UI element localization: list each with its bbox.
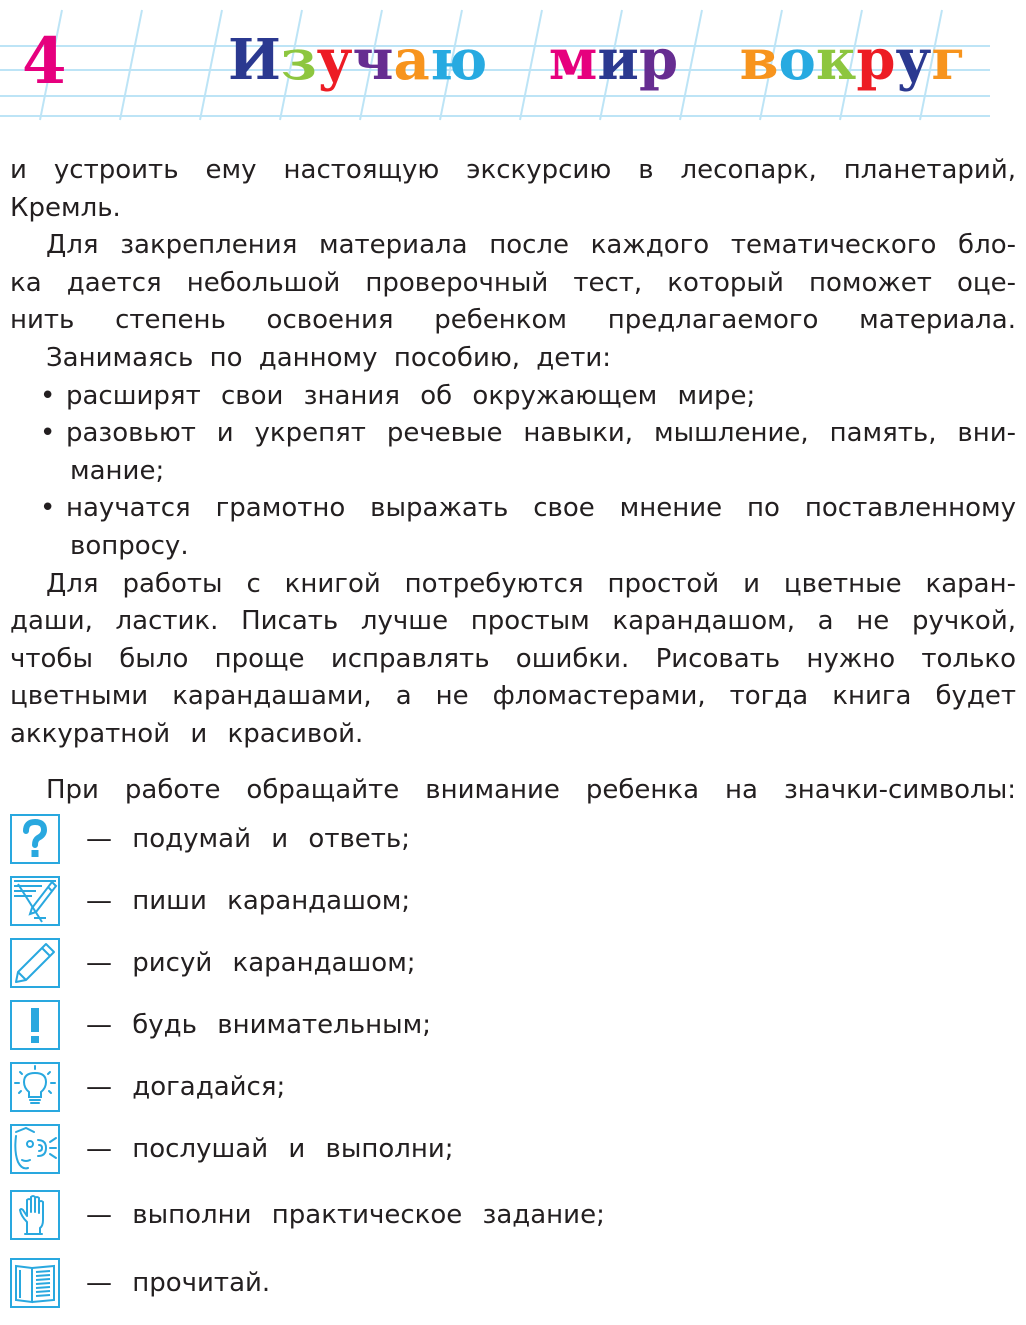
symbol-description: — пиши карандашом; [86, 886, 411, 916]
symbol-row [10, 1000, 1016, 1052]
symbol-description: — будь внимательным; [86, 1010, 432, 1040]
text-line: При работе обращайте внимание ребенка на значки-символы: [46, 774, 1016, 805]
text-line: Занимаясь по данному пособию, дети: [46, 342, 612, 373]
text-line: нить степень освоения ребенком предлагаемого материала. [10, 305, 1016, 336]
list-item-text: вопросу. [70, 530, 189, 561]
title-letter: р [638, 27, 679, 93]
title-letter: з [280, 27, 317, 93]
list-item-text: мание; [70, 455, 165, 486]
page-number: 4 [22, 24, 67, 99]
symbol-description: — догадайся; [86, 1072, 286, 1102]
paragraph-gap [10, 754, 1016, 772]
symbol-row [10, 1124, 1016, 1176]
bullet-icon: • [40, 380, 56, 411]
title-letter: и [597, 27, 639, 93]
exclamation-mark-icon [10, 1000, 60, 1050]
draw-pencil-icon [10, 938, 60, 988]
title-letter: к [815, 27, 857, 93]
light-bulb-icon [10, 1062, 60, 1112]
title-letter: у [316, 27, 353, 93]
title-letter: ю [429, 27, 488, 93]
bullet-icon: • [40, 493, 56, 524]
text-line: Для работы с книгой потребуются простой и цветные каран- [46, 568, 1016, 599]
listening-ear-icon [10, 1124, 60, 1174]
symbol-description: — послушай и выполни; [86, 1134, 454, 1164]
page-header [0, 0, 1026, 125]
text-line: чтобы было проще исправлять ошибки. Рисовать нужно только [10, 643, 1016, 674]
title-word [228, 27, 487, 93]
title-letter: м [548, 27, 598, 93]
list-item-text: разовьют и укрепят речевые навыки, мышление, память, вни- [66, 418, 1016, 449]
text-line: Кремль. [10, 192, 121, 223]
text-line: цветными карандашами, а не фломастерами, тогда книга будет [10, 681, 1016, 712]
symbol-row [10, 876, 1016, 928]
symbol-row [10, 814, 1016, 866]
title-letter: у [895, 27, 932, 93]
question-mark-icon [10, 814, 60, 864]
list-item [10, 415, 1016, 453]
list-item [10, 490, 1016, 528]
symbol-row [10, 1190, 1016, 1242]
symbol-description: — рисуй карандашом; [86, 948, 416, 978]
title-word [740, 27, 966, 93]
text-line: аккуратной и красивой. [10, 718, 364, 749]
title-letter: в [739, 27, 779, 93]
text-line: Для закрепления материала после каждого тематического бло- [46, 230, 1016, 261]
book-icon [10, 1258, 60, 1308]
list-item-text: расширят свои знания об окружающем мире; [66, 380, 756, 411]
text-line: даши, ластик. Писать лучше простым карандашом, а не ручкой, [10, 606, 1016, 637]
symbol-description: — выполни практическое задание; [86, 1200, 605, 1230]
page-title [228, 27, 966, 93]
symbol-row [10, 938, 1016, 990]
list-item [10, 378, 1016, 416]
symbol-description: — прочитай. [86, 1268, 271, 1298]
title-letter: а [393, 27, 430, 93]
symbol-row [10, 1258, 1016, 1310]
hand-icon [10, 1190, 60, 1240]
title-letter: г [931, 27, 966, 93]
title-letter: И [228, 27, 281, 93]
bullet-icon: • [40, 418, 56, 449]
text-line: ка дается небольшой проверочный тест, который поможет оце- [10, 267, 1016, 298]
symbol-description: — подумай и ответь; [86, 824, 411, 854]
title-letter: р [856, 27, 896, 93]
list-item-text: научатся грамотно выражать свое мнение по поставленному [66, 493, 1016, 524]
title-letter: о [778, 27, 816, 93]
title-word [549, 27, 678, 93]
title-letter: ч [352, 27, 394, 93]
symbol-row [10, 1062, 1016, 1114]
write-pencil-icon [10, 876, 60, 926]
text-line: и устроить ему настоящую экскурсию в лесопарк, планетарий, [10, 155, 1016, 185]
body-text [10, 152, 1016, 809]
